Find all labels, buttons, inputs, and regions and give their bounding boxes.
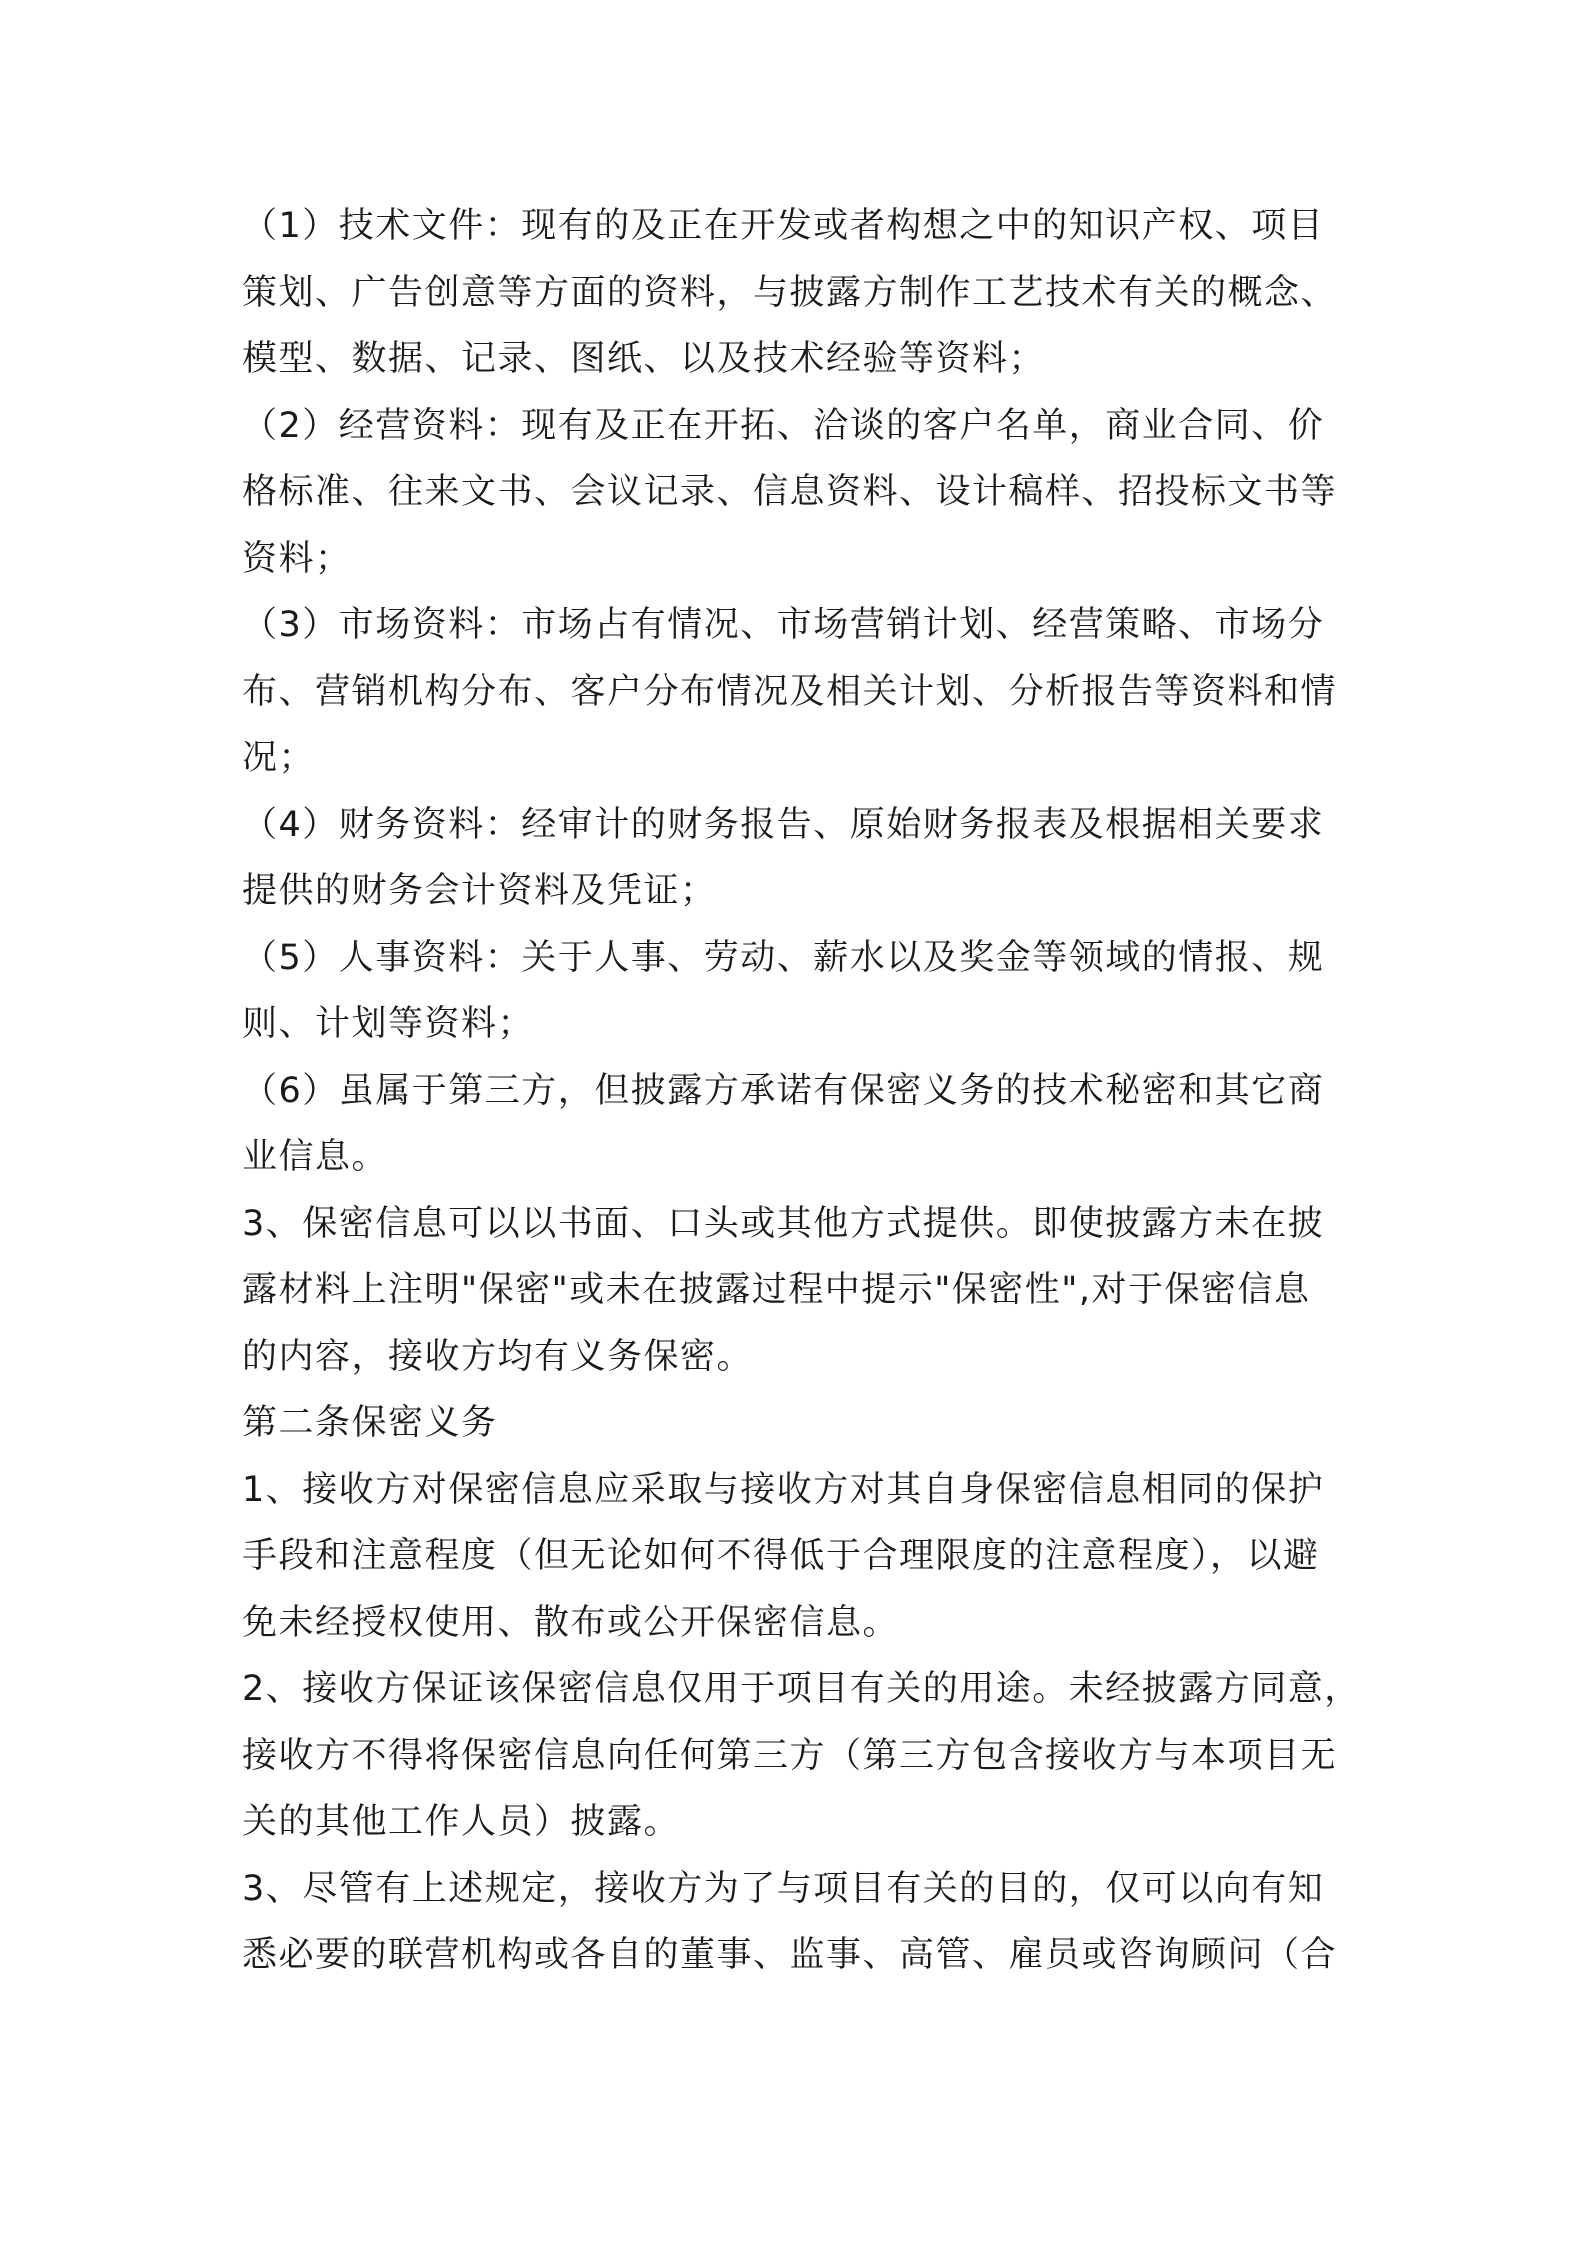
paragraph-technical-documents [242, 193, 1362, 393]
text-line: （4）财务资料：经审计的财务报告、原始财务报表及根据相关要求 [242, 804, 1325, 845]
text-line: 接收方不得将保密信息向任何第三方（第三方包含接收方与本项目无 [242, 1735, 1338, 1776]
paragraph-hr-information [242, 925, 1362, 1058]
text-line: 资料； [242, 538, 352, 579]
text-line: （6）虽属于第三方，但披露方承诺有保密义务的技术秘密和其它商 [242, 1070, 1325, 1111]
text-line: （5）人事资料：关于人事、劳动、薪水以及奖金等领域的情报、规 [242, 937, 1325, 978]
paragraph-third-party-information [242, 1058, 1362, 1191]
paragraph-business-information [242, 393, 1362, 593]
text-line: 策划、广告创意等方面的资料，与披露方制作工艺技术有关的概念、 [242, 272, 1338, 313]
text-line: （2）经营资料：现有及正在开拓、洽谈的客户名单，商业合同、价 [242, 405, 1325, 446]
text-line: 提供的财务会计资料及凭证； [242, 871, 717, 911]
text-line: 业信息。 [242, 1137, 389, 1177]
paragraph-obligation-3 [242, 1856, 1362, 1989]
text-line: 况； [242, 738, 316, 778]
section-heading-article-2 [242, 1390, 1362, 1457]
paragraph-obligation-1 [242, 1457, 1362, 1657]
text-line: 则、计划等资料； [242, 1004, 535, 1044]
text-line: 悉必要的联营机构或各自的董事、监事、高管、雇员或咨询顾问（合 [242, 1935, 1338, 1975]
text-line: 3、尽管有上述规定，接收方为了与项目有关的目的，仅可以向有知 [242, 1868, 1325, 1909]
text-line: 手段和注意程度（但无论如何不得低于合理限度的注意程度），以避 [242, 1536, 1320, 1576]
paragraph-financial-information [242, 792, 1362, 925]
text-line: 的内容，接收方均有义务保密。 [242, 1336, 754, 1377]
paragraph-obligation-2 [242, 1656, 1362, 1856]
paragraph-market-information [242, 592, 1362, 792]
section-title: 第二条保密义务 [242, 1403, 498, 1443]
text-line: 免未经授权使用、散布或公开保密信息。 [242, 1602, 900, 1643]
text-line: 布、营销机构分布、客户分布情况及相关计划、分析报告等资料和情 [242, 671, 1338, 712]
text-line: 模型、数据、记录、图纸、以及技术经验等资料； [242, 339, 1046, 379]
text-line: 1、接收方对保密信息应采取与接收方对其自身保密信息相同的保护 [242, 1469, 1325, 1510]
text-line: 3、保密信息可以以书面、口头或其他方式提供。即使披露方未在披 [242, 1203, 1325, 1244]
paragraph-clause-3 [242, 1191, 1362, 1391]
text-line: 露材料上注明"保密"或未在披露过程中提示"保密性",对于保密信息 [242, 1270, 1311, 1310]
text-line: 2、接收方保证该保密信息仅用于项目有关的用途。未经披露方同意， [242, 1669, 1361, 1709]
text-line: （3）市场资料：市场占有情况、市场营销计划、经营策略、市场分 [242, 605, 1325, 645]
text-line: 关的其他工作人员）披露。 [242, 1802, 681, 1842]
text-line: （1）技术文件：现有的及正在开发或者构想之中的知识产权、项目 [242, 206, 1325, 246]
document-body [242, 193, 1362, 1989]
text-line: 格标准、往来文书、会议记录、信息资料、设计稿样、招投标文书等 [242, 472, 1338, 512]
